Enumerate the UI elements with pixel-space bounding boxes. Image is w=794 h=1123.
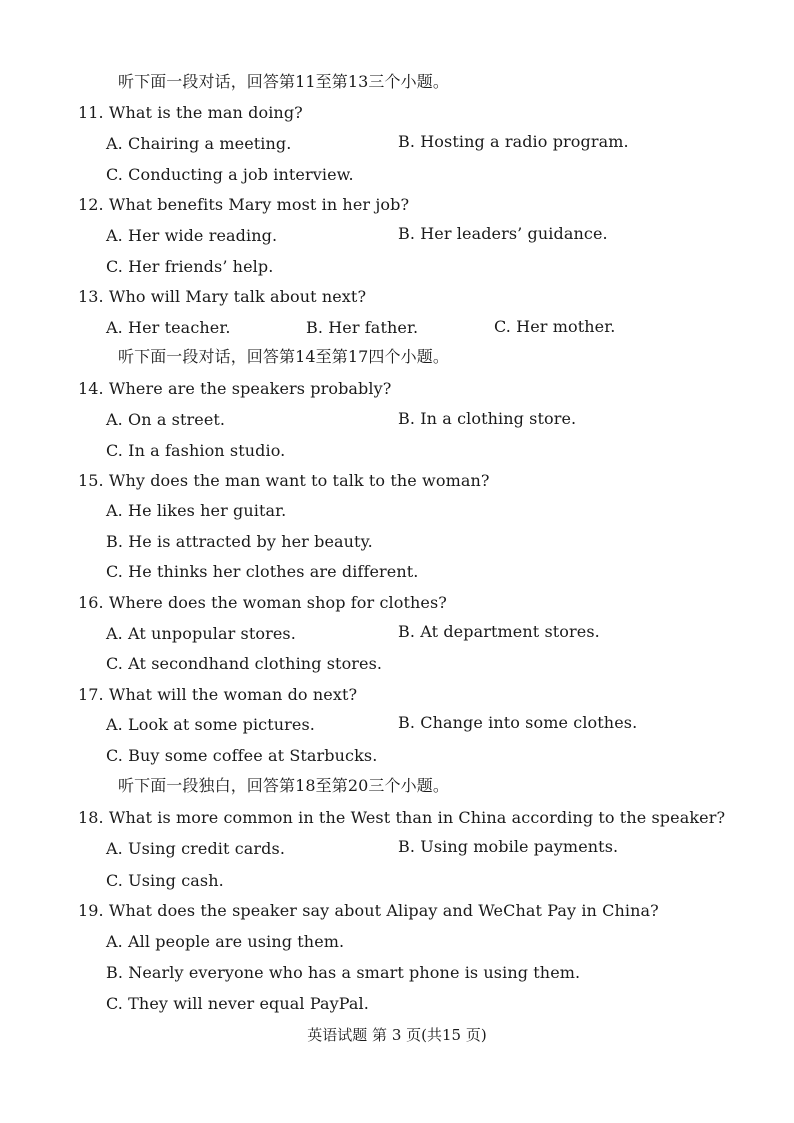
option-c: C. Buy some coffee at Starbucks. (106, 746, 378, 765)
option-a: A. At unpopular stores. (106, 624, 296, 643)
question-stem: 12. What benefits Mary most in her job? (78, 195, 410, 214)
option-a: A. Chairing a meeting. (106, 134, 292, 153)
option-c: C. He thinks her clothes are different. (106, 562, 419, 581)
option-b: B. Nearly everyone who has a smart phone is using them. (106, 963, 581, 982)
option-c: C. Conducting a job interview. (106, 165, 354, 184)
option-b: B. He is attracted by her beauty. (106, 532, 373, 551)
option-b: B. Her leaders’ guidance. (398, 224, 608, 243)
option-b: B. Change into some clothes. (398, 713, 638, 732)
question-stem: 13. Who will Mary talk about next? (78, 287, 367, 306)
option-b: B. In a clothing store. (398, 409, 577, 428)
section-intro: 听下面一段对话，回答第11至第13三个小题。 (118, 72, 449, 91)
option-a: A. Her teacher. (106, 318, 231, 337)
option-b: B. Her father. (306, 318, 419, 337)
option-c: C. Using cash. (106, 871, 224, 890)
option-a: A. On a street. (106, 410, 226, 429)
question-stem: 16. Where does the woman shop for clothes? (78, 593, 447, 612)
question-stem: 11. What is the man doing? (78, 103, 303, 122)
option-a: A. All people are using them. (106, 932, 345, 951)
question-stem: 18. What is more common in the West than in China according to the speaker? (78, 808, 726, 827)
section-intro: 听下面一段对话，回答第14至第17四个小题。 (118, 347, 449, 366)
option-a: A. He likes her guitar. (106, 501, 287, 520)
option-b: B. Using mobile payments. (398, 837, 619, 856)
option-a: A. Look at some pictures. (106, 715, 315, 734)
option-b: B. At department stores. (398, 622, 600, 641)
option-a: A. Her wide reading. (106, 226, 278, 245)
page-footer: 英语试题 第 3 页(共15 页) (307, 1026, 487, 1044)
option-c: C. In a fashion studio. (106, 441, 286, 460)
question-stem: 19. What does the speaker say about Alipay and WeChat Pay in China? (78, 901, 659, 920)
option-c: C. Her mother. (494, 317, 616, 336)
question-stem: 14. Where are the speakers probably? (78, 379, 392, 398)
question-stem: 15. Why does the man want to talk to the woman? (78, 471, 490, 490)
option-b: B. Hosting a radio program. (398, 132, 629, 151)
option-c: C. At secondhand clothing stores. (106, 654, 383, 673)
question-stem: 17. What will the woman do next? (78, 685, 358, 704)
option-c: C. They will never equal PayPal. (106, 994, 369, 1013)
option-c: C. Her friends’ help. (106, 257, 274, 276)
option-a: A. Using credit cards. (106, 839, 286, 858)
section-intro: 听下面一段独白，回答第18至第20三个小题。 (118, 776, 449, 795)
